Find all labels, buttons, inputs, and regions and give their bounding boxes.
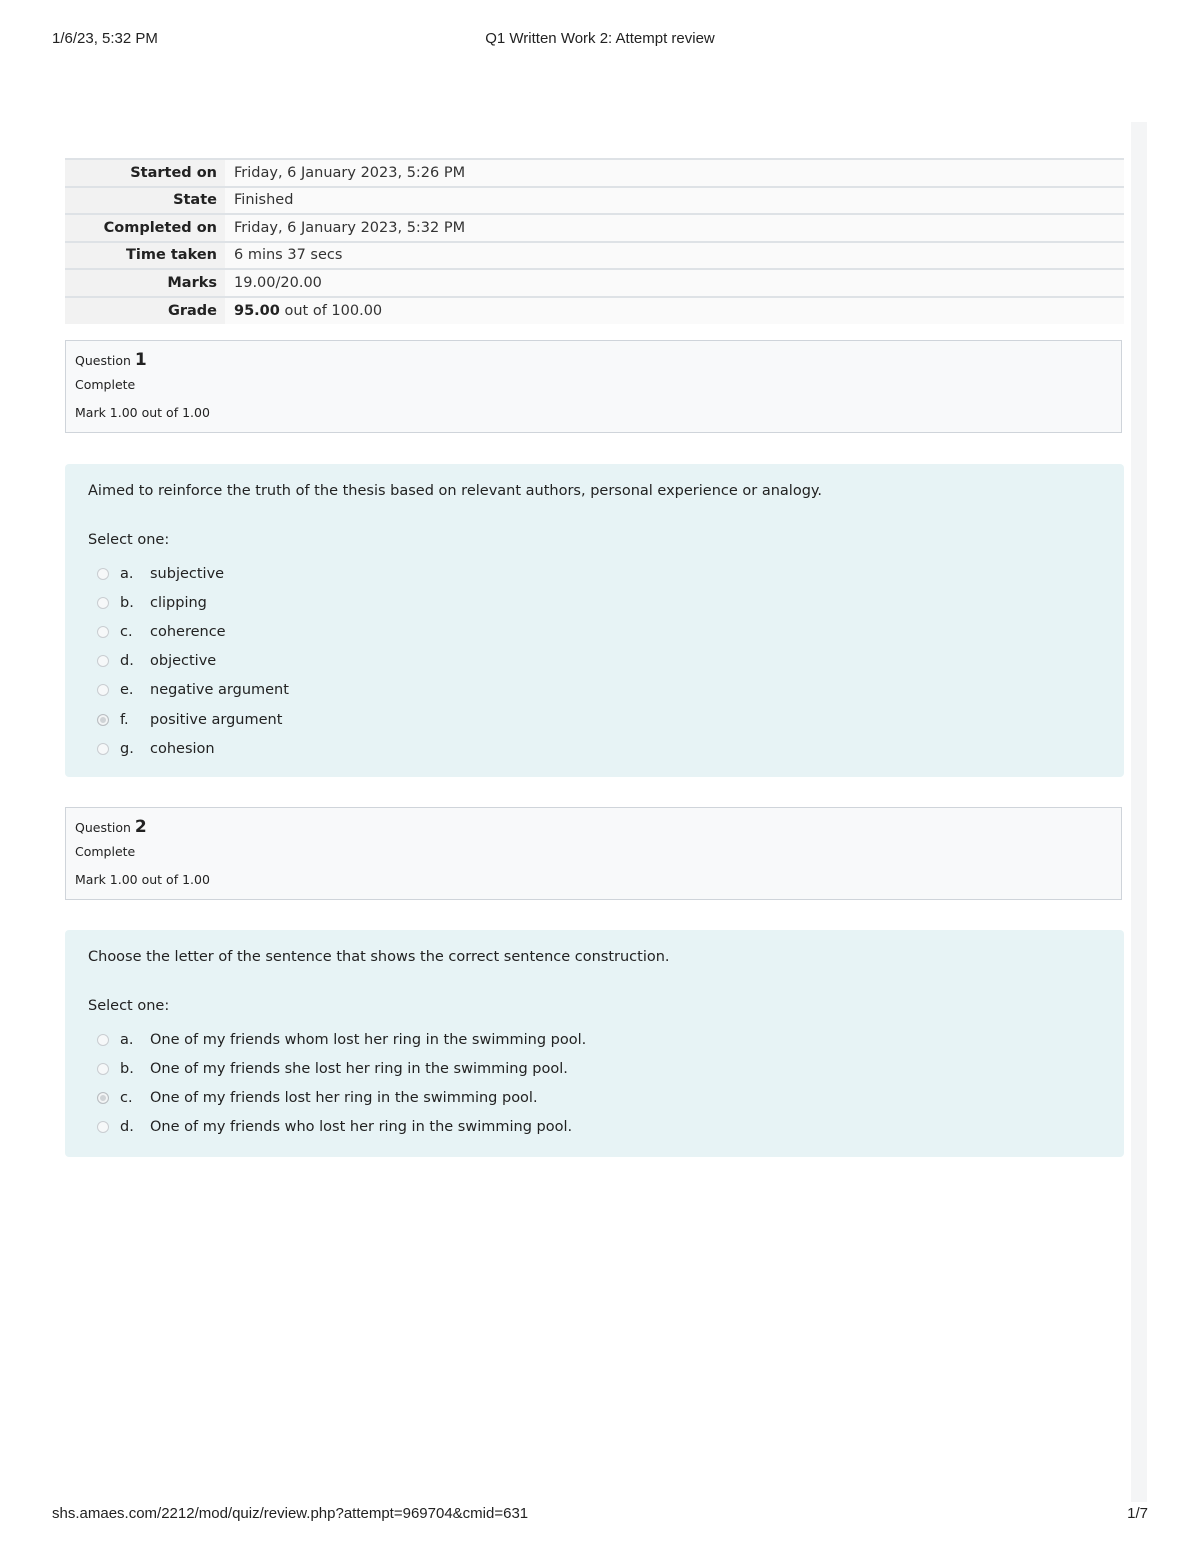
radio-button[interactable] [97, 743, 109, 755]
answer-text: objective [150, 653, 217, 670]
answer-letter: a. [120, 1031, 134, 1048]
radio-button-selected[interactable] [97, 1092, 109, 1104]
answer-option-d[interactable] [97, 647, 1124, 676]
answer-text: subjective [150, 565, 225, 582]
question-label: Question [75, 353, 131, 368]
question-mark: Mark 1.00 out of 1.00 [75, 405, 210, 420]
question-number-value: 2 [134, 817, 147, 837]
question-status: Complete [75, 844, 136, 859]
answer-text: clipping [150, 594, 207, 611]
question-info-2 [65, 807, 1122, 900]
summary-row-completed [65, 214, 1124, 242]
answer-option-d[interactable] [97, 1113, 1124, 1142]
print-header [52, 30, 1148, 50]
print-footer [52, 1505, 1148, 1525]
question-number [75, 350, 1121, 374]
answer-text: coherence [150, 623, 226, 640]
answer-text: cohesion [150, 740, 215, 757]
answer-letter: g. [120, 740, 134, 757]
summary-label: Completed on [65, 214, 225, 242]
radio-button[interactable] [97, 597, 109, 609]
summary-value: 6 mins 37 secs [225, 242, 1124, 270]
answer-option-c[interactable] [97, 1083, 1124, 1112]
answer-text: One of my friends who lost her ring in the swimming pool. [150, 1119, 573, 1136]
answer-list [88, 1025, 1124, 1142]
summary-row-marks [65, 269, 1124, 297]
print-page-title: Q1 Written Work 2: Attempt review [485, 30, 715, 47]
page-url: shs.amaes.com/2212/mod/quiz/review.php?attempt=969704&cmid=631 [52, 1505, 529, 1522]
summary-value [225, 297, 1124, 325]
summary-value: Finished [225, 187, 1124, 215]
answer-letter: c. [120, 623, 133, 640]
grade-out-of: out of 100.00 [284, 302, 383, 319]
answer-option-b[interactable] [97, 588, 1124, 617]
answer-letter: e. [120, 682, 134, 699]
summary-label: State [65, 187, 225, 215]
answer-text: One of my friends she lost her ring in the swimming pool. [150, 1060, 568, 1077]
radio-button-selected[interactable] [97, 714, 109, 726]
select-one-prompt: Select one: [88, 998, 170, 1014]
question-text: Aimed to reinforce the truth of the thesis based on relevant authors, personal experience or analogy. [88, 483, 823, 499]
answer-option-c[interactable] [97, 617, 1124, 646]
page-scrollbar[interactable] [1131, 122, 1147, 1502]
print-datetime: 1/6/23, 5:32 PM [52, 30, 158, 47]
answer-letter: d. [120, 1119, 134, 1136]
radio-button[interactable] [97, 655, 109, 667]
answer-text: One of my friends whom lost her ring in the swimming pool. [150, 1031, 587, 1048]
summary-row-started [65, 159, 1124, 187]
summary-label: Grade [65, 297, 225, 325]
question-label: Question [75, 820, 131, 835]
answer-option-b[interactable] [97, 1054, 1124, 1083]
summary-value: Friday, 6 January 2023, 5:26 PM [225, 159, 1124, 187]
answer-option-e[interactable] [97, 676, 1124, 705]
question-number-value: 1 [134, 350, 147, 370]
summary-row-state [65, 187, 1124, 215]
question-number [75, 817, 1121, 841]
summary-value: 19.00/20.00 [225, 269, 1124, 297]
question-info-1 [65, 340, 1122, 433]
radio-button[interactable] [97, 1121, 109, 1133]
select-one-prompt: Select one: [88, 532, 170, 548]
answer-option-a[interactable] [97, 1025, 1124, 1054]
answer-option-g[interactable] [97, 734, 1124, 763]
answer-letter: b. [120, 594, 134, 611]
answer-letter: f. [120, 711, 129, 728]
question-status: Complete [75, 377, 136, 392]
radio-button[interactable] [97, 1034, 109, 1046]
question-content-1 [65, 464, 1124, 777]
answer-letter: b. [120, 1060, 134, 1077]
answer-list [88, 559, 1124, 763]
answer-text: One of my friends lost her ring in the swimming pool. [150, 1089, 538, 1106]
summary-row-time-taken [65, 242, 1124, 270]
question-mark: Mark 1.00 out of 1.00 [75, 872, 210, 887]
radio-button[interactable] [97, 568, 109, 580]
answer-letter: a. [120, 565, 134, 582]
question-text: Choose the letter of the sentence that shows the correct sentence construction. [88, 949, 670, 965]
summary-row-grade [65, 297, 1124, 325]
question-content-2 [65, 930, 1124, 1157]
radio-button[interactable] [97, 626, 109, 638]
summary-label: Time taken [65, 242, 225, 270]
summary-label: Started on [65, 159, 225, 187]
answer-letter: c. [120, 1089, 133, 1106]
radio-button[interactable] [97, 684, 109, 696]
answer-letter: d. [120, 653, 134, 670]
answer-text: negative argument [150, 682, 289, 699]
grade-value: 95.00 [234, 302, 280, 319]
answer-text: positive argument [150, 711, 283, 728]
attempt-summary-table [65, 158, 1124, 324]
answer-option-f[interactable] [97, 705, 1124, 734]
summary-label: Marks [65, 269, 225, 297]
radio-button[interactable] [97, 1063, 109, 1075]
page-number: 1/7 [1127, 1505, 1148, 1522]
summary-value: Friday, 6 January 2023, 5:32 PM [225, 214, 1124, 242]
answer-option-a[interactable] [97, 559, 1124, 588]
